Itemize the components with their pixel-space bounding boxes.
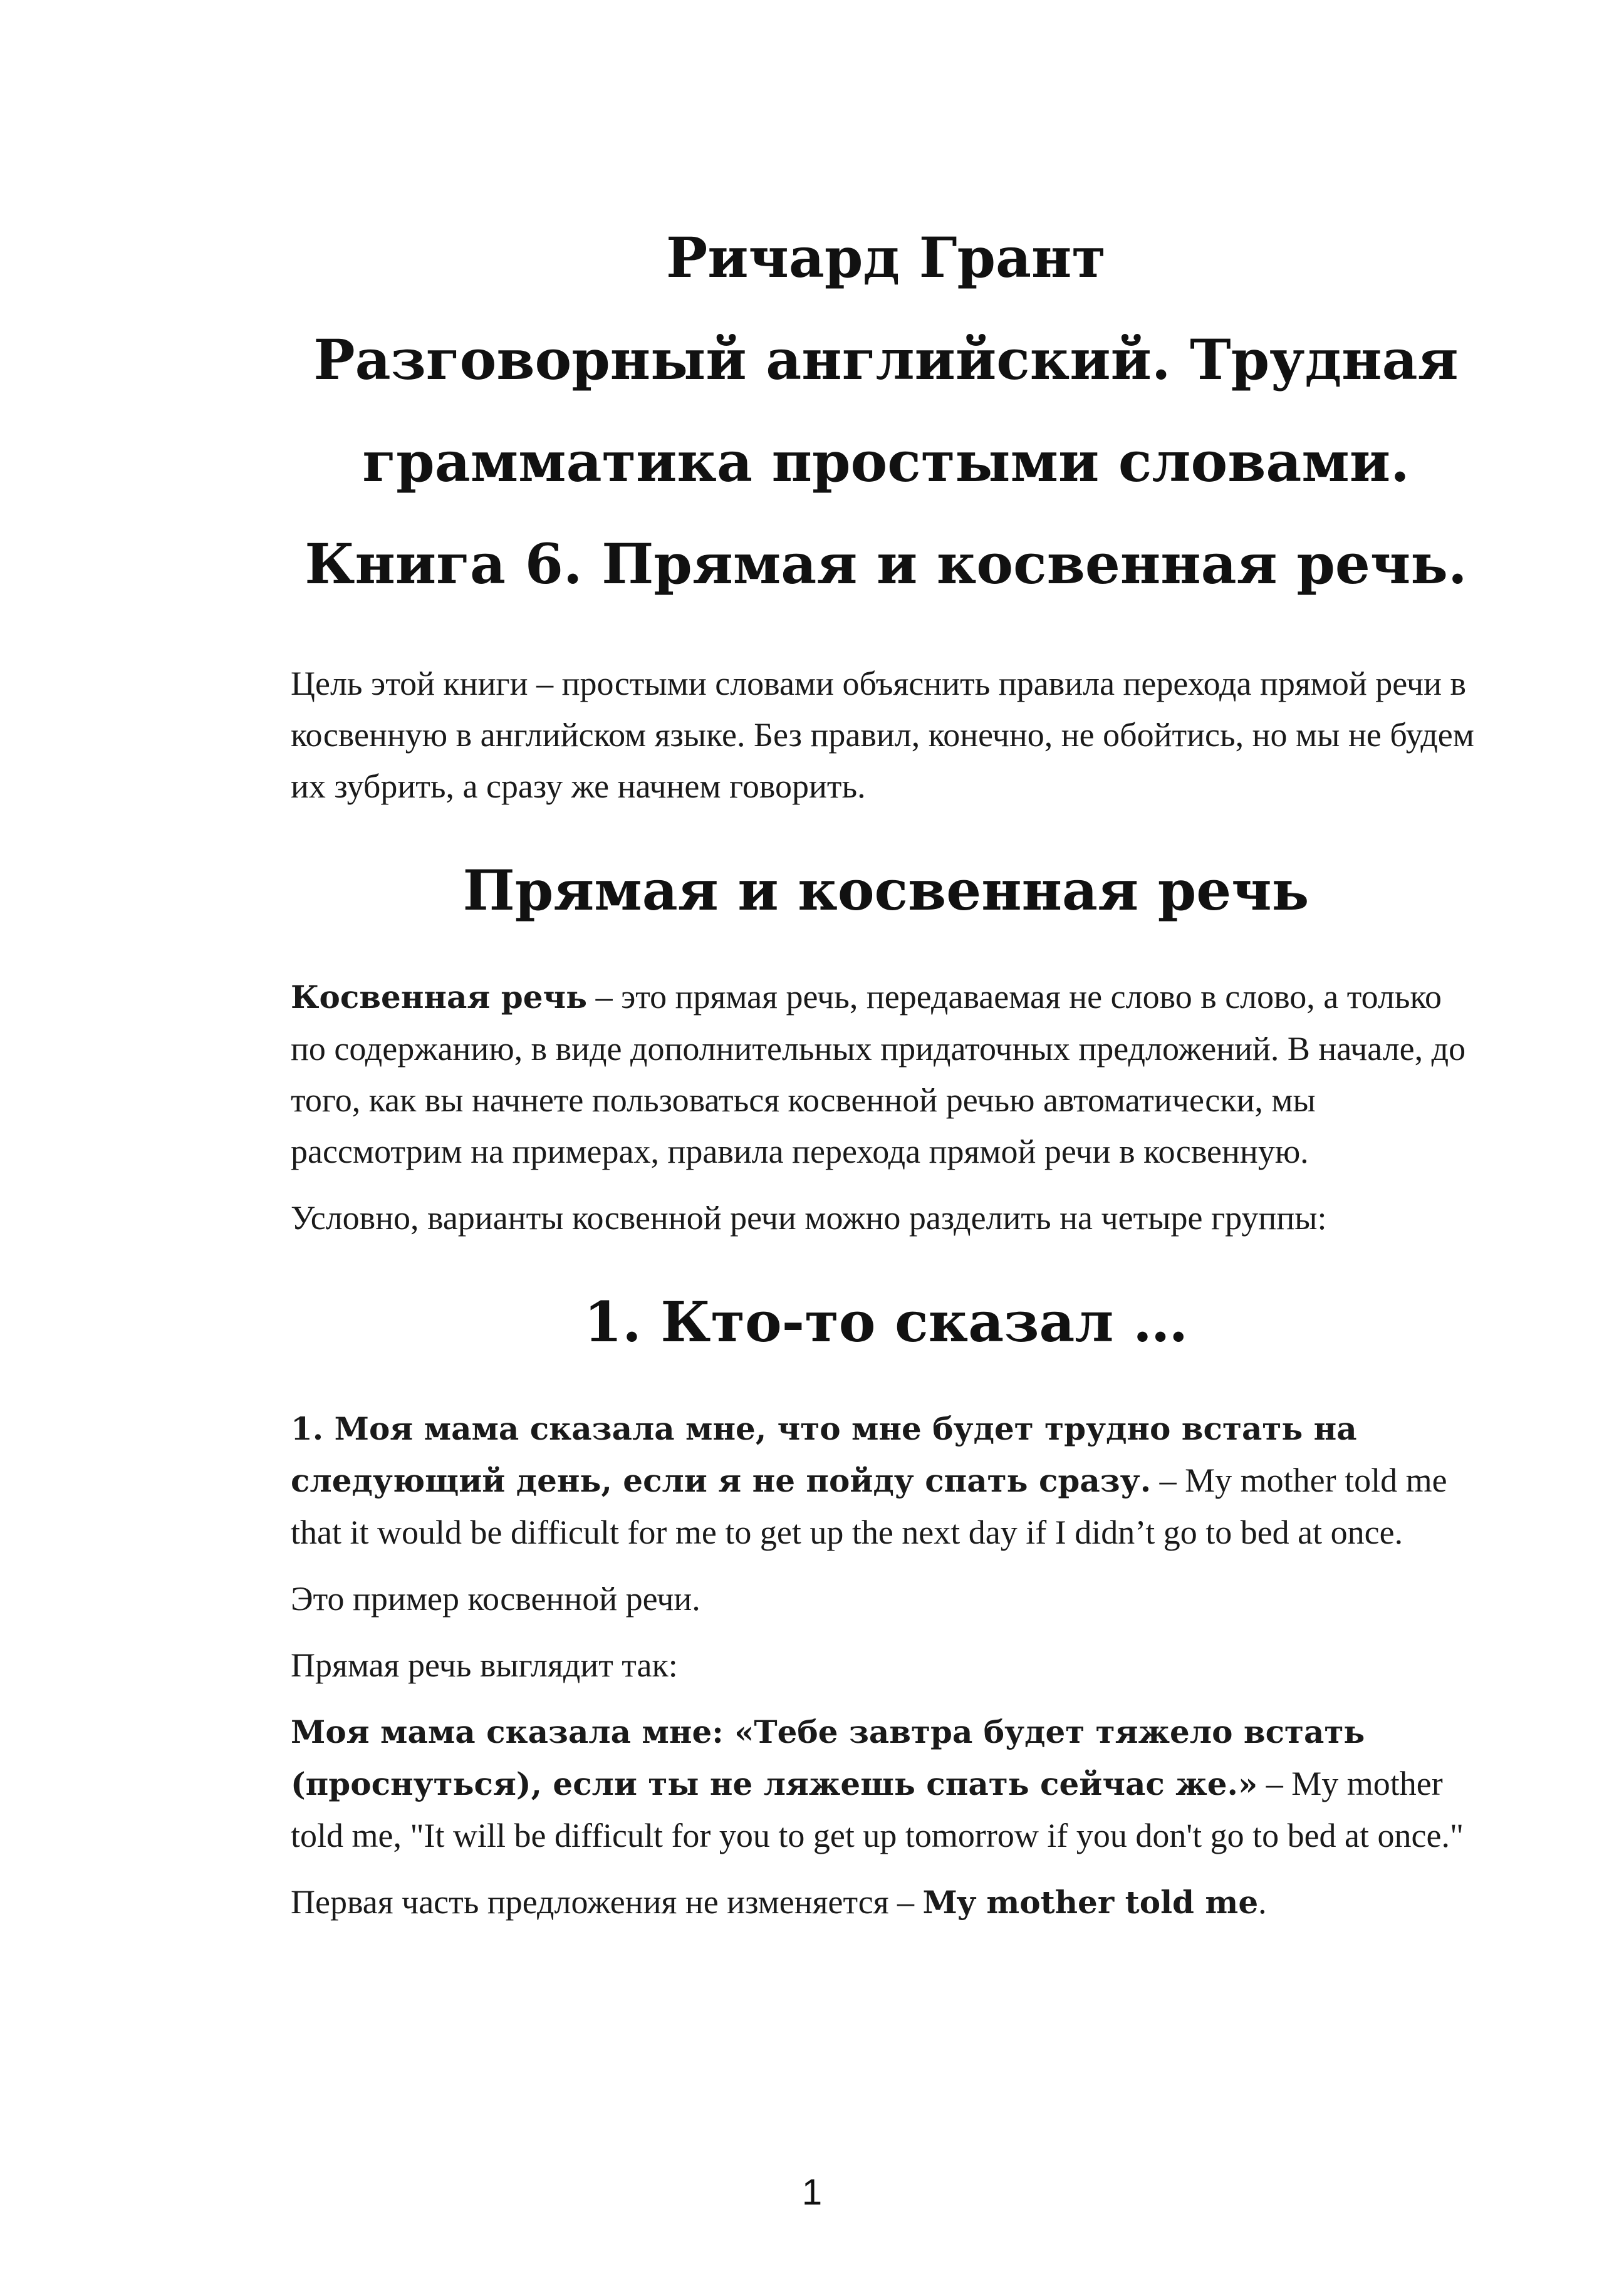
book-title-author: Ричард Грант [666,225,1106,290]
groups-paragraph: Условно, варианты косвенной речи можно разделить на четыре группы: [291,1199,1327,1237]
example-2-english: – My mother told me, "It will be difficult for you to get up tomorrow if you don't go to bed at once." [291,1765,1464,1854]
final-bold-phrase: My mother told me [922,1884,1259,1921]
example-1-english: – My mother told me that it would be difficult for me to get up the next day if I didn’t go to bed at once. [291,1462,1447,1551]
example-2-russian: Моя мама сказала мне: «Тебе завтра будет тяжело встать (проснуться), если ты не ляжешь спать сейчас же.» [291,1713,1365,1802]
intro-paragraph: Цель этой книги – простыми словами объяснить правила перехода прямой речи в косвенную в английском языке. Без правил, конечно, не обойтись, но мы не будем их зубрить, а сразу же начнем говорить. [291,665,1474,805]
definition-term: Косвенная речь [291,979,588,1016]
definition-paragraph [291,971,1481,1177]
example-1-russian: 1. Моя мама сказала мне, что мне будет трудно встать на следующий день, если я не пойду спать сразу. [291,1410,1357,1499]
book-title-line-2: Разговорный английский. Трудная [313,327,1459,392]
book-title-line-3: грамматика простыми словами. [362,429,1410,494]
example-2-paragraph [291,1706,1481,1861]
final-paragraph [291,1876,1481,1928]
section-title: Прямая и косвенная речь [462,858,1309,923]
final-text: Первая часть предложения не изменяется – [291,1883,923,1921]
example-1-paragraph [291,1403,1481,1558]
book-title-line-4: Книга 6. Прямая и косвенная речь. [304,531,1467,596]
subsection-title: 1. Кто-то сказал … [583,1289,1189,1354]
page-number: 1 [801,2172,823,2213]
final-period: . [1258,1883,1267,1921]
definition-text: – это прямая речь, передаваемая не слово в слово, а только по содержанию, в виде дополнительных придаточных предложений. В начале, до того, как вы начнете пользоваться косвенной речью автоматически, мы рассмотрим на примерах, правила перехода прямой речи в косвенную. [291,978,1466,1170]
note-direct-speech: Прямая речь выглядит так: [291,1646,678,1684]
note-indirect-speech: Это пример косвенной речи. [291,1580,700,1618]
book-title [291,207,1481,615]
page-content [291,207,1481,1928]
